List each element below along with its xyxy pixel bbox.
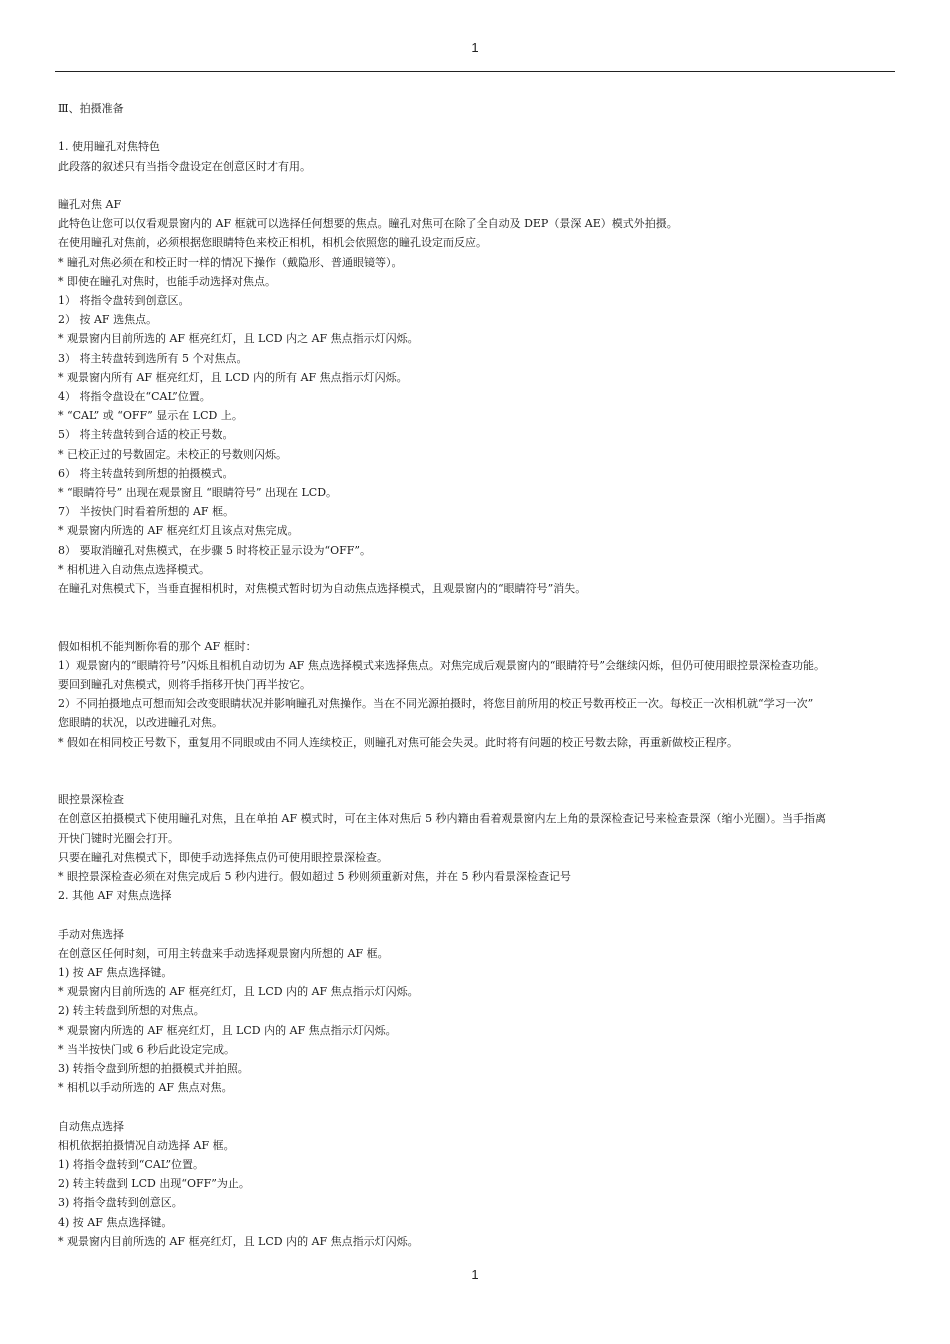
- text-line: 4) 按 AF 焦点选择键。: [58, 1215, 173, 1229]
- text-line: 1） 将指令盘转到创意区。: [58, 294, 190, 307]
- text-line: * “CAL” 或 “OFF” 显示在 LCD 上。: [58, 409, 243, 423]
- text-line: * 观景窗内目前所选的 AF 框亮红灯，且 LCD 内之 AF 焦点指示灯闪烁。: [58, 332, 419, 346]
- text-line: * 当半按快门或 6 秒后此设定完成。: [58, 1042, 235, 1056]
- text-line: 1）观景窗内的“眼睛符号”闪烁且相机自动切为 AF 焦点选择模式来选择焦点。对焦完成后观景窗内的“眼睛符号”会继续闪烁，但仍可使用眼控景深检查功能。: [58, 658, 826, 672]
- text-line: 5） 将主转盘转到合适的校正号数。: [58, 428, 234, 442]
- text-line: * 相机以手动所选的 AF 焦点对焦。: [58, 1081, 233, 1095]
- text-line: * 即使在瞳孔对焦时，也能手动选择对焦点。: [58, 274, 276, 288]
- text-line: 1) 按 AF 焦点选择键。: [58, 966, 173, 980]
- blank-line: [58, 1097, 896, 1116]
- text-line: 相机依据拍摄情况自动选择 AF 框。: [58, 1138, 235, 1152]
- text-line: Ⅲ、拍摄准备: [58, 102, 124, 115]
- text-line: 您眼睛的状况，以改进瞳孔对焦。: [58, 716, 223, 730]
- text-line: * 眼控景深检查必须在对焦完成后 5 秒内进行。假如超过 5 秒则须重新对焦，并在 5 秒内看景深检查记号: [58, 870, 571, 884]
- text-line: * 观景窗内所有 AF 框亮红灯，且 LCD 内的所有 AF 焦点指示灯闪烁。: [58, 370, 408, 384]
- page-number-header: 1: [471, 40, 479, 55]
- text-line: 瞳孔对焦 AF: [58, 197, 122, 211]
- text-line: 只要在瞳孔对焦模式下，即使手动选择焦点仍可使用眼控景深检查。: [58, 850, 388, 864]
- text-line: * “眼睛符号” 出现在观景窗且 “眼睛符号” 出现在 LCD。: [58, 486, 338, 500]
- blank-line: [58, 617, 896, 636]
- text-line: * 假如在相同校正号数下，重复用不同眼或由不同人连续校正，则瞳孔对焦可能会失灵。此时将有问题的校正号数去除，再重新做校正程序。: [58, 735, 738, 749]
- text-line: 8） 要取消瞳孔对焦模式，在步骤 5 时将校正显示设为“OFF”。: [58, 543, 372, 557]
- text-line: 2）不同拍摄地点可想而知会改变眼睛状况并影响瞳孔对焦操作。当在不同光源拍摄时，将您目前所用的校正号数再校正一次。每校正一次相机就“学习一次”: [58, 697, 814, 711]
- text-line: 2) 转主转盘到 LCD 出现“OFF”为止。: [58, 1177, 250, 1191]
- text-line: * 瞳孔对焦必须在和校正时一样的情况下操作（戴隐形、普通眼镜等）。: [58, 255, 403, 269]
- text-line: 1) 将指令盘转到“CAL”位置。: [58, 1158, 205, 1172]
- blank-line: [58, 905, 896, 924]
- text-line: * 相机进入自动焦点选择模式。: [58, 562, 210, 576]
- text-line: 3） 将主转盘转到选所有 5 个对焦点。: [58, 351, 248, 365]
- text-line: 此特色让您可以仅看观景窗内的 AF 框就可以选择任何想要的焦点。瞳孔对焦可在除了全自动及 DEP（景深 AE）模式外拍摄。: [58, 217, 678, 231]
- text-line: 假如相机不能判断你看的那个 AF 框时：: [58, 639, 257, 653]
- text-line: 要回到瞳孔对焦模式，则将手指移开快门再半按它。: [58, 678, 311, 692]
- text-line: 3) 转指令盘到所想的拍摄模式并拍照。: [58, 1062, 249, 1076]
- text-line: 此段落的叙述只有当指令盘设定在创意区时才有用。: [58, 159, 311, 173]
- blank-line: [58, 176, 896, 195]
- text-line: 1. 使用瞳孔对焦特色: [58, 140, 160, 154]
- document-body: [58, 99, 896, 1251]
- blank-line: [58, 598, 896, 617]
- text-line: * 观景窗内所选的 AF 框亮红灯，且 LCD 内的 AF 焦点指示灯闪烁。: [58, 1023, 397, 1037]
- text-line: * 观景窗内所选的 AF 框亮红灯且该点对焦完成。: [58, 524, 299, 538]
- text-line: * 已校正过的号数固定。未校正的号数则闪烁。: [58, 447, 287, 461]
- text-line: 3) 将指令盘转到创意区。: [58, 1196, 183, 1210]
- text-line: * 观景窗内目前所选的 AF 框亮红灯，且 LCD 内的 AF 焦点指示灯闪烁。: [58, 1234, 419, 1248]
- text-line: 自动焦点选择: [58, 1119, 124, 1133]
- page-number-footer: 1: [471, 1267, 479, 1282]
- text-line: 开快门键时光圈会打开。: [58, 831, 179, 845]
- blank-line: [58, 118, 896, 137]
- text-line: 2. 其他 AF 对焦点选择: [58, 889, 172, 903]
- text-line: 4） 将指令盘设在“CAL”位置。: [58, 390, 211, 404]
- header-rule: [55, 71, 895, 72]
- text-line: * 观景窗内目前所选的 AF 框亮红灯，且 LCD 内的 AF 焦点指示灯闪烁。: [58, 985, 419, 999]
- blank-line: [58, 752, 896, 771]
- text-line: 2) 转主转盘到所想的对焦点。: [58, 1004, 205, 1018]
- blank-line: [58, 771, 896, 790]
- text-line: 6） 将主转盘转到所想的拍摄模式。: [58, 466, 234, 480]
- text-line: 在创意区拍摄模式下使用瞳孔对焦，且在单拍 AF 模式时，可在主体对焦后 5 秒内籍由看着观景窗内左上角的景深检查记号来检查景深（缩小光圈）。当手指离: [58, 812, 827, 826]
- text-line: 在使用瞳孔对焦前，必须根据您眼睛特色来校正相机，相机会依照您的瞳孔设定而反应。: [58, 236, 487, 250]
- text-line: 2） 按 AF 选焦点。: [58, 313, 158, 327]
- text-line: 手动对焦选择: [58, 927, 124, 941]
- text-line: 在创意区任何时刻，可用主转盘来手动选择观景窗内所想的 AF 框。: [58, 946, 389, 960]
- text-line: 7） 半按快门时看着所想的 AF 框。: [58, 505, 235, 519]
- text-line: 眼控景深检查: [58, 793, 124, 807]
- text-line: 在瞳孔对焦模式下，当垂直握相机时，对焦模式暂时切为自动焦点选择模式，且观景窗内的“眼睛符号”消失。: [58, 582, 587, 596]
